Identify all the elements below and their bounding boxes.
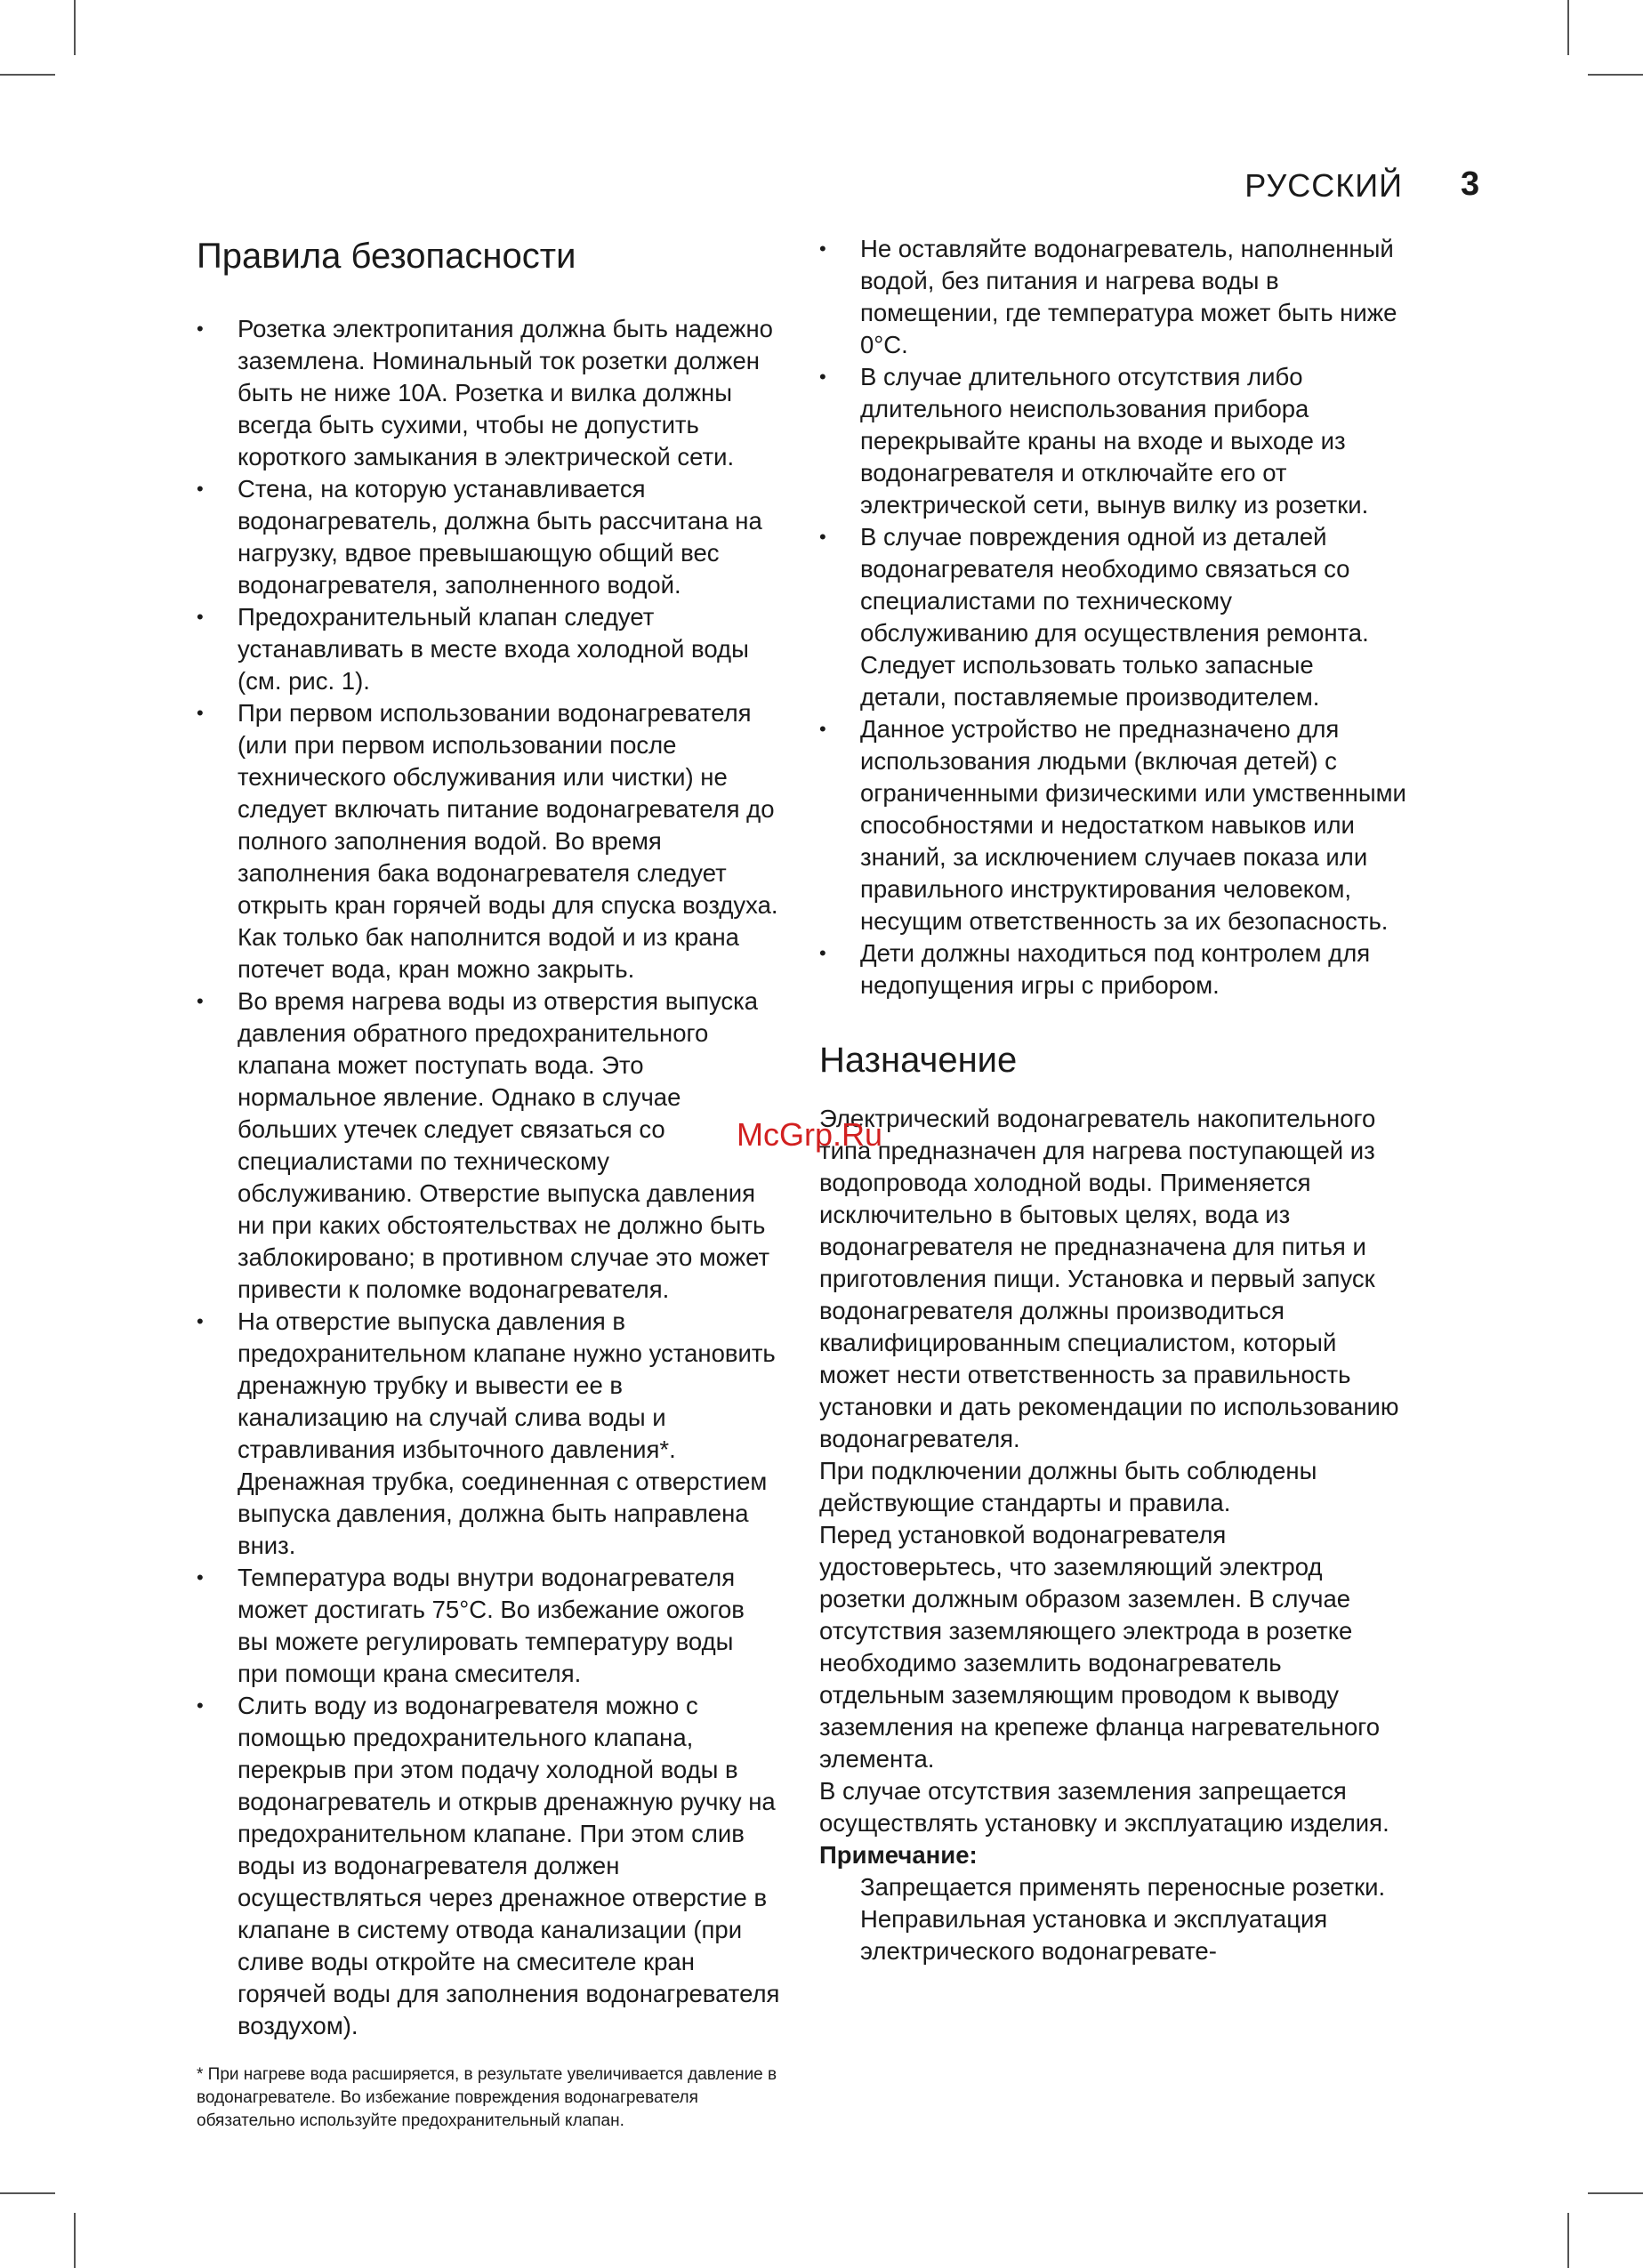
list-item: • Стена, на которую устанавливается водонагреватель, должна быть рассчитана на нагрузку, вдвое превышающую общий вес водонагревателя, заполненного водой.: [197, 475, 762, 599]
footnote: * При нагреве вода расширяется, в результате увеличивается давление в водонагревателе. Во избежание повреждения водонагревателя обязательно используйте предохранительный клапан.: [197, 2065, 777, 2130]
bullet-icon: •: [819, 366, 826, 388]
bullet-icon: •: [197, 606, 204, 628]
crop-mark: [0, 74, 55, 76]
language-label: РУССКИЙ: [1244, 167, 1403, 204]
bullet-icon: •: [197, 1694, 204, 1717]
watermark: McGrp.Ru: [737, 1116, 883, 1153]
list-item: • Не оставляйте водонагреватель, наполненный водой, без питания и нагрева воды в помещении, где температура может быть ниже 0°C.: [819, 235, 1397, 358]
left-column: [197, 233, 780, 2042]
list-item: • Предохранительный клапан следует устанавливать в месте входа холодной воды (см. рис. 1).: [197, 603, 749, 695]
bullet-icon: •: [197, 478, 204, 500]
purpose-paragraph: При подключении должны быть соблюдены действующие стандарты и правила.: [819, 1457, 1317, 1516]
bullet-icon: •: [819, 237, 826, 260]
purpose-paragraph: В случае отсутствия заземления запрещается осуществлять установку и эксплуатацию изделия.: [819, 1777, 1389, 1837]
bullet-icon: •: [197, 702, 204, 724]
list-item: • Слить воду из водонагревателя можно с помощью предохранительного клапана, перекрыв при этом подачу холодной воды в водонагреватель и открыв дренажную ручку на предохранительном клапане. При этом слив воды из водонагревателя должен осуществляться через дренажное отверстие в клапане в систему отвода канализации (при сливе воды откройте на смесителе кран горячей воды для заполнения водонагревателя воздухом).: [197, 1692, 780, 2039]
list-item: • Розетка электропитания должна быть надежно заземлена. Номинальный ток розетки должен быть не ниже 10А. Розетка и вилка должны всегда быть сухими, чтобы не допустить короткого замыкания в электрической сети.: [197, 315, 773, 470]
crop-mark: [1588, 74, 1643, 76]
right-column: [819, 233, 1406, 1967]
bullet-icon: •: [197, 990, 204, 1012]
bullet-icon: •: [197, 1566, 204, 1588]
crop-mark: [0, 2192, 55, 2194]
page-number: 3: [1461, 165, 1480, 203]
safety-rules-list-continued: [819, 233, 1406, 1001]
crop-mark: [1588, 2192, 1643, 2194]
bullet-icon: •: [197, 318, 204, 340]
list-item: • Данное устройство не предназначено для использования людьми (включая детей) с ограниченными физическими или умственными способностями и недостатком навыков или знаний, за исключением случаев показа или правильного инструктирования человеком, несущим ответственность за их безопасность.: [819, 715, 1406, 935]
purpose-paragraph: Перед установкой водонагревателя удостоверьтесь, что заземляющий электрод розетки должным образом заземлен. В случае отсутствия заземляющего электрода в розетке необходимо заземлить водонагреватель отдельным заземляющим проводом к выводу заземления на крепеже фланца нагревательного элемента.: [819, 1521, 1381, 1773]
list-item: • На отверстие выпуска давления в предохранительном клапане нужно установить дренажную трубку и вывести ее в канализацию на случай слива воды и стравливания избыточного давления*. Дренажная трубка, соединенная с отверстием выпуска давления, должна быть направлена вниз.: [197, 1307, 776, 1559]
note-label: Примечание:: [819, 1841, 978, 1869]
crop-mark: [74, 0, 76, 55]
crop-mark: [1567, 0, 1569, 55]
list-item: • Дети должны находиться под контролем для недопущения игры с прибором.: [819, 939, 1371, 999]
bullet-icon: •: [819, 718, 826, 740]
list-item: • Во время нагрева воды из отверстия выпуска давления обратного предохранительного клапана может поступать вода. Это нормальное явление. Однако в случае больших утечек следует связаться со специалистами по техническому обслуживанию. Отверстие выпуска давления ни при каких обстоятельствах не должно быть заблокировано; в противном случае это может привести к поломке водонагревателя.: [197, 987, 770, 1303]
bullet-icon: •: [197, 1310, 204, 1332]
bullet-icon: •: [819, 526, 826, 548]
section-title-safety: Правила безопасности: [197, 237, 576, 276]
list-item: • В случае повреждения одной из деталей водонагревателя необходимо связаться со специалистами по техническому обслуживанию для осуществления ремонта. Следует использовать только запасные детали, поставляемые производителем.: [819, 523, 1369, 711]
bullet-icon: •: [819, 942, 826, 964]
crop-mark: [1567, 2213, 1569, 2268]
list-item: • При первом использовании водонагревателя (или при первом использовании после технического обслуживания или чистки) не следует включать питание водонагревателя до полного заполнения водой. Во время заполнения бака водонагревателя следует открыть кран горячей воды для спуска воздуха. Как только бак наполнится водой и из крана потечет вода, кран можно закрыть.: [197, 699, 778, 983]
note-text: Запрещается применять переносные розетки. Неправильная установка и эксплуатация электрического водонагревате-: [860, 1873, 1386, 1965]
list-item: • В случае длительного отсутствия либо длительного неиспользования прибора перекрывайте краны на входе и выходе из водонагревателя и отключайте его от электрической сети, вынув вилку из розетки.: [819, 363, 1369, 519]
crop-mark: [74, 2213, 76, 2268]
list-item: • Температура воды внутри водонагревателя может достигать 75°C. Во избежание ожогов вы можете регулировать температуру воды при помощи крана смесителя.: [197, 1564, 745, 1687]
purpose-paragraph: Электрический водонагреватель накопительного типа предназначен для нагрева поступающей из водопровода холодной воды. Применяется исключительно в бытовых целях, вода из водонагревателя не предназначена для питья и приготовления пищи. Установка и первый запуск водонагревателя должны производиться квалифицированным специалистом, который может нести ответственность за правильность установки и дать рекомендации по использованию водонагревателя.: [819, 1105, 1399, 1452]
section-title-purpose: Назначение: [819, 1041, 1018, 1080]
safety-rules-list: [197, 313, 780, 2042]
